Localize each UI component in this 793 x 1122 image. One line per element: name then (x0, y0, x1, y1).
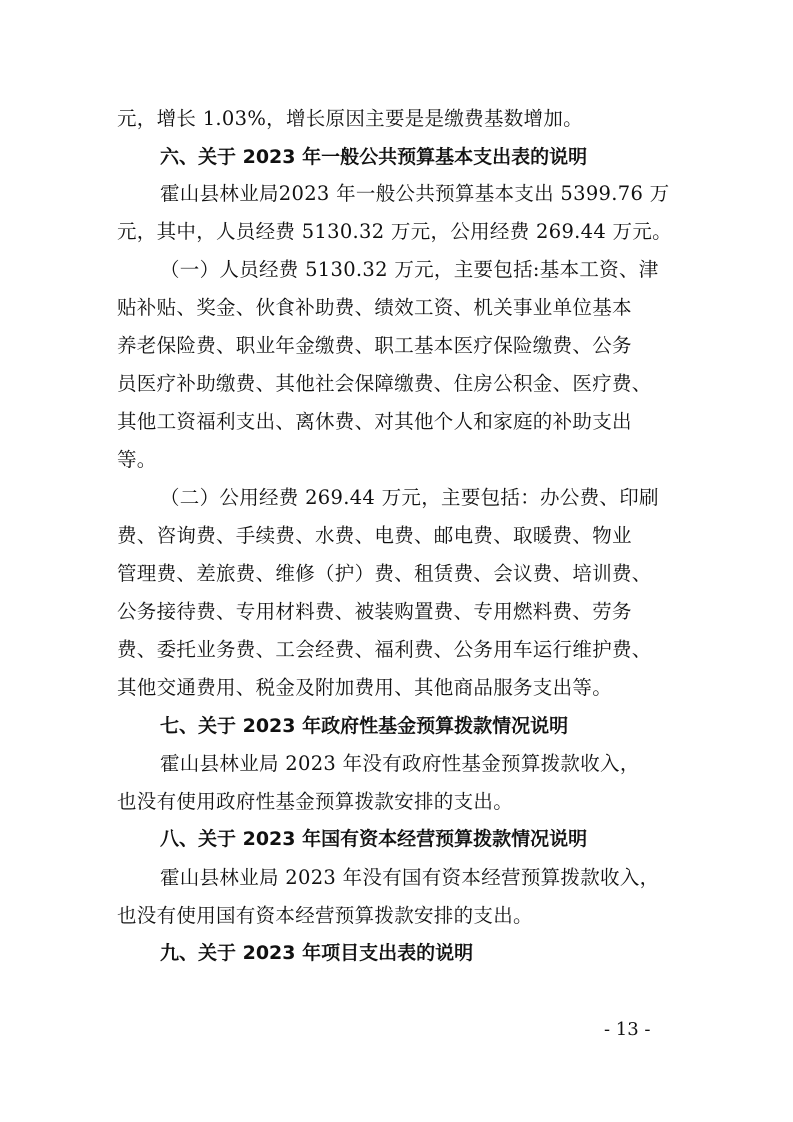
paragraph-line: 其他交通费用、税金及附加费用、其他商品服务支出等。 (117, 676, 613, 699)
section-heading-9: 九、关于 2023 年项目支出表的说明 (160, 942, 474, 964)
paragraph-line: 费、咨询费、手续费、水费、电费、邮电费、取暖费、物业 (117, 524, 632, 547)
paragraph-line: （一）人员经费 5130.32 万元，主要包括:基本工资、津 (160, 258, 659, 281)
paragraph-line: 员医疗补助缴费、其他社会保障缴费、住房公积金、医疗费、 (117, 372, 652, 395)
paragraph-line: 其他工资福利支出、离休费、对其他个人和家庭的补助支出 (117, 410, 632, 433)
paragraph-line: 公务接待费、专用材料费、被装购置费、专用燃料费、劳务 (117, 600, 632, 623)
paragraph-line: 等。 (117, 448, 157, 471)
section-heading-7: 七、关于 2023 年政府性基金预算拨款情况说明 (160, 715, 569, 737)
paragraph-line: 管理费、差旅费、维修（护）费、租赁费、会议费、培训费、 (117, 562, 652, 585)
paragraph-line: 养老保险费、职业年金缴费、职工基本医疗保险缴费、公务 (117, 334, 632, 357)
paragraph-line: 也没有使用国有资本经营预算拨款安排的支出。 (117, 904, 533, 927)
paragraph-line: 霍山县林业局 2023 年没有国有资本经营预算拨款收入， (160, 866, 660, 889)
paragraph-line: 也没有使用政府性基金预算拨款安排的支出。 (117, 790, 514, 813)
paragraph-line: （二）公用经费 269.44 万元，主要包括：办公费、印刷 (160, 486, 659, 509)
page-number: - 13 - (604, 1019, 651, 1040)
paragraph-line: 元，增长 1.03%，增长原因主要是是缴费基数增加。 (117, 107, 583, 130)
section-heading-8: 八、关于 2023 年国有资本经营预算拨款情况说明 (160, 828, 588, 850)
paragraph-line: 元，其中，人员经费 5130.32 万元，公用经费 269.44 万元。 (117, 220, 672, 243)
paragraph-line: 霍山县林业局 2023 年没有政府性基金预算拨款收入， (160, 752, 640, 775)
paragraph-line: 霍山县林业局2023 年一般公共预算基本支出 5399.76 万 (160, 182, 670, 205)
paragraph-line: 费、委托业务费、工会经费、福利费、公务用车运行维护费、 (117, 638, 652, 661)
section-heading-6: 六、关于 2023 年一般公共预算基本支出表的说明 (160, 146, 588, 168)
paragraph-line: 贴补贴、奖金、伙食补助费、绩效工资、机关事业单位基本 (117, 296, 632, 319)
